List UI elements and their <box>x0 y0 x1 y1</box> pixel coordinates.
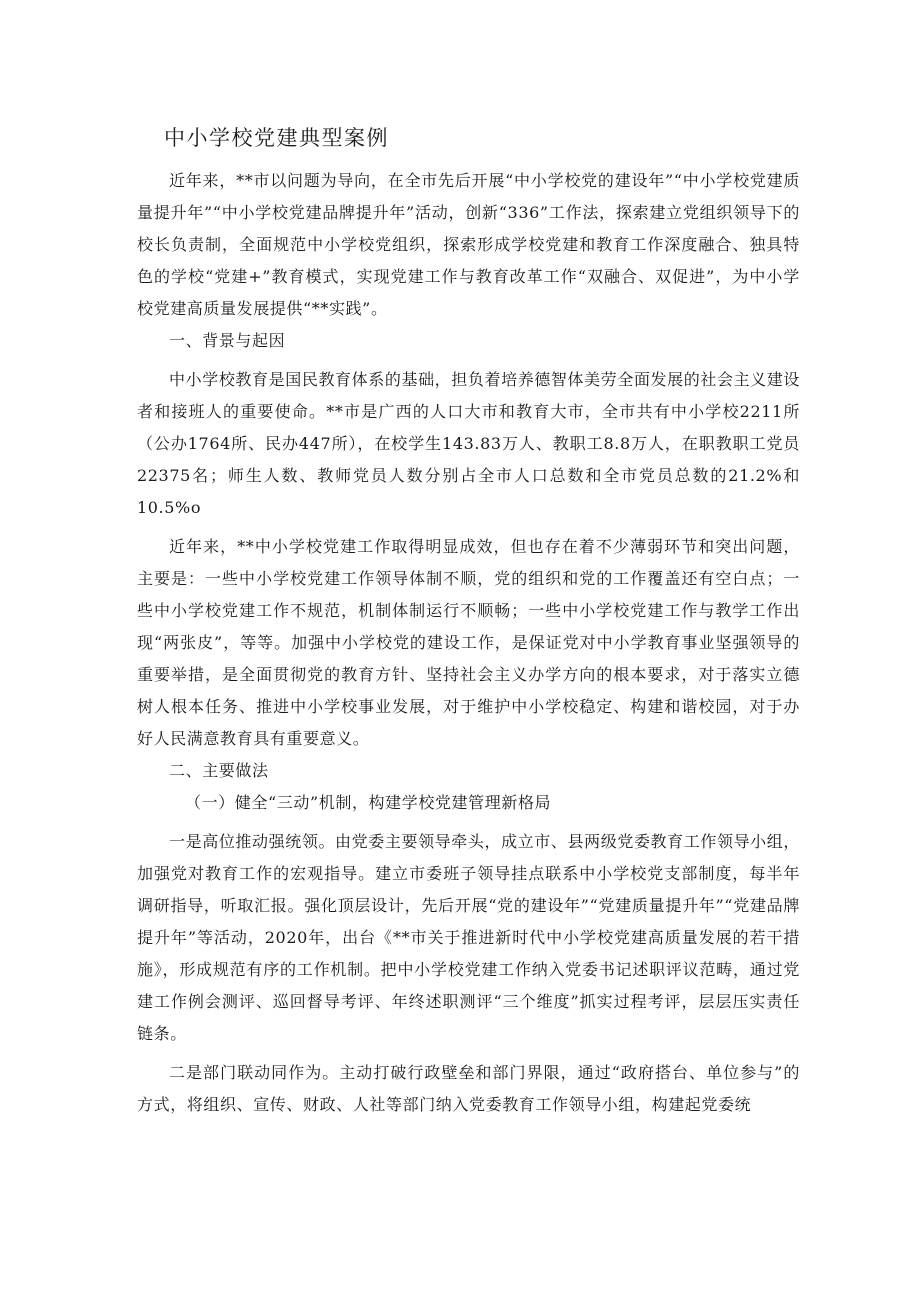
paragraph-practices-2: 二是部门联动同作为。主动打破行政壁垒和部门界限，通过“政府搭台、单位参与”的方式，将组织、宣传、财政、人社等部门纳入党委教育工作领导小组，构建起党委统 <box>137 1063 800 1114</box>
section-heading-background: 一、背景与起因 <box>169 331 286 350</box>
document-title: 中小学校党建典型案例 <box>164 126 389 150</box>
intro-paragraph: 近年来，**市以问题为导向，在全市先后开展“中小学校党的建设年”“中小学校党建质量提升年”“中小学校党建品牌提升年”活动，创新“336”工作法，探索建立党组织领导下的校长负责制，全面规范中小学校党组织，探索形成学校党建和教育工作深度融合、独具特色的学校“党建+”教育模式，实现党建工作与教育改革工作“双融合、双促进”，为中小学校党建高质量发展提供“**实践”。 <box>137 171 800 318</box>
section-heading-practices: 二、主要做法 <box>169 761 269 780</box>
paragraph-background-1: 中小学校教育是国民教育体系的基础，担负着培养德智体美劳全面发展的社会主义建设者和接班人的重要使命。**市是广西的人口大市和教育大市，全市共有中小学校2211所（公办1764所、民办447所），在校学生143.83万人、教职工8.8万人，在职教职工党员22375名；师生人数、教师党员人数分别占全市人口总数和全市党员总数的21.2%和10.5%o <box>137 370 800 517</box>
paragraph-background-2: 近年来，**中小学校党建工作取得明显成效，但也存在着不少薄弱环节和突出问题，主要是：一些中小学校党建工作领导体制不顺，党的组织和党的工作覆盖还有空白点；一些中小学校党建工作不规范，机制体制运行不顺畅；一些中小学校党建工作与教学工作出现“两张皮”，等等。加强中小学校党的建设工作，是保证党对中小学教育事业坚强领导的重要举措，是全面贯彻党的教育方针、坚持社会主义办学方向的根本要求，对于落实立德树人根本任务、推进中小学校事业发展，对于维护中小学校稳定、构建和谐校园，对于办好人民满意教育具有重要意义。 <box>137 537 800 748</box>
paragraph-practices-1: 一是高位推动强统领。由党委主要领导牵头，成立市、县两级党委教育工作领导小组，加强党对教育工作的宏观指导。建立市委班子领导挂点联系中小学校党支部制度，每半年调研指导，听取汇报。强化顶层设计，先后开展“党的建设年”“党建质量提升年”“党建品牌提升年”等活动，2020年，出台《**市关于推进新时代中小学校党建高质量发展的若干措施》，形成规范有序的工作机制。把中小学校党建工作纳入党委书记述职评议范畴，通过党建工作例会测评、巡回督导考评、年终述职测评“三个维度”抓实过程考评，层层压实责任链条。 <box>137 832 800 1043</box>
subsection-heading-1: （一）健全“三动”机制，构建学校党建管理新格局 <box>185 793 552 812</box>
